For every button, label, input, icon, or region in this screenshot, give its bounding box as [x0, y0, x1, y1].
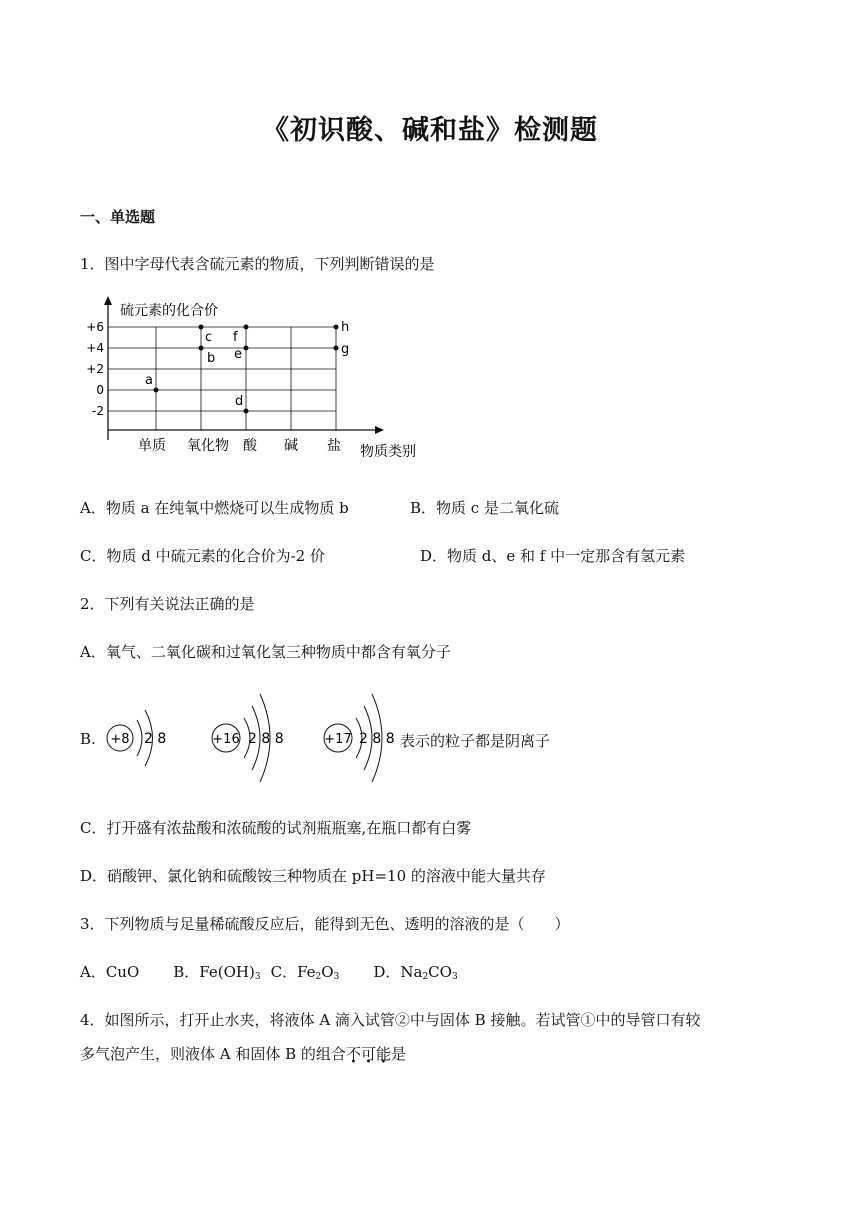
nucleus-charge: +8 — [110, 732, 130, 747]
y-tick-label: 0 — [96, 383, 104, 397]
y-axis-label: 硫元素的化合价 — [120, 303, 218, 319]
question-2-option-c: C．打开盛有浓盐酸和浓硫酸的试剂瓶瓶塞,在瓶口都有白雾 — [80, 819, 472, 837]
point-label: f — [233, 330, 238, 345]
x-category-label: 碱 — [284, 438, 298, 454]
x-category-label: 单质 — [138, 438, 166, 454]
question-1-stem: 1．图中字母代表含硫元素的物质，下列判断错误的是 — [80, 255, 435, 273]
question-4-line-1: 4．如图所示，打开止水夹，将液体 A 滴入试管②中与固体 B 接触。若试管①中的导管口有较 — [80, 1011, 701, 1029]
question-3-option-c: C．$Fe_2O_3$ — [270, 963, 340, 982]
point-h — [334, 325, 339, 330]
point-e — [244, 346, 249, 351]
question-4-line-2: 多气泡产生，则液体 A 和固体 B 的组合不可能是 — [80, 1045, 406, 1063]
question-1-option-c: C．物质 d 中硫元素的化合价为-2 价 — [80, 547, 325, 565]
section-heading: 一、单选题 — [80, 208, 156, 226]
question-2-option-a: A．氧气、二氧化碳和过氧化氢三种物质中都含有氧分子 — [80, 643, 451, 661]
x-category-label: 酸 — [243, 438, 257, 454]
emphasis-char: 可 — [360, 1045, 376, 1063]
atom-structure-diagrams — [100, 680, 420, 790]
y-axis-arrow — [104, 296, 112, 305]
question-3-stem: 3．下列物质与足量稀硫酸反应后，能得到无色、透明的溶液的是（ ） — [80, 915, 570, 933]
point-label: d — [235, 394, 244, 409]
point-label: a — [145, 373, 153, 388]
y-tick-label: +2 — [86, 362, 104, 376]
point-label: h — [341, 320, 350, 335]
question-2-stem: 2．下列有关说法正确的是 — [80, 595, 255, 613]
question-1-option-d: D．物质 d、e 和 f 中一定那含有氢元素 — [420, 547, 686, 565]
sulfur-valence-chart — [78, 290, 438, 465]
point-label: g — [341, 342, 350, 357]
x-axis-arrow — [375, 426, 384, 434]
point-label: b — [207, 351, 216, 366]
nucleus-charge: +17 — [324, 732, 352, 747]
point-a — [154, 388, 159, 393]
point-label: c — [205, 330, 213, 345]
question-2-option-d: D．硝酸钾、氯化钠和硫酸铵三种物质在 pH=10 的溶液中能大量共存 — [80, 867, 546, 885]
nucleus-charge: +16 — [212, 732, 240, 747]
question-1-option-a: A．物质 a 在纯氧中燃烧可以生成物质 b — [80, 499, 349, 517]
point-d — [244, 409, 249, 414]
question-3-option-b: B．$Fe(OH)_3$ — [173, 963, 261, 982]
question-1-option-b: B．物质 c 是二氧化硫 — [410, 499, 559, 517]
point-f — [244, 325, 249, 330]
y-tick-label: -2 — [92, 404, 104, 418]
x-axis-label: 物质类别 — [360, 444, 416, 460]
question-3-option-a: A．CuO — [80, 963, 140, 981]
electron-shells: 2 8 — [144, 731, 167, 747]
y-tick-label: +4 — [86, 341, 104, 355]
emphasis-char: 能 — [375, 1045, 391, 1063]
question-3-options — [80, 961, 458, 982]
question-2-option-b-prefix: B. — [80, 730, 96, 748]
electron-shells: 2 8 8 — [248, 731, 284, 747]
x-category-label: 氧化物 — [187, 438, 229, 454]
x-category-label: 盐 — [327, 438, 341, 454]
point-b — [199, 346, 204, 351]
emphasis-char: 不 — [345, 1045, 361, 1063]
page-title: 《初识酸、碱和盐》检测题 — [262, 115, 598, 146]
electron-shells: 2 8 8 — [359, 731, 395, 747]
y-tick-label: +6 — [86, 320, 104, 334]
point-g — [334, 346, 339, 351]
question-3-option-d: D．$Na_2CO_3$ — [373, 963, 458, 982]
point-label: e — [234, 347, 242, 362]
question-2-option-b-suffix: 表示的粒子都是阴离子 — [400, 732, 551, 750]
point-c — [199, 325, 204, 330]
